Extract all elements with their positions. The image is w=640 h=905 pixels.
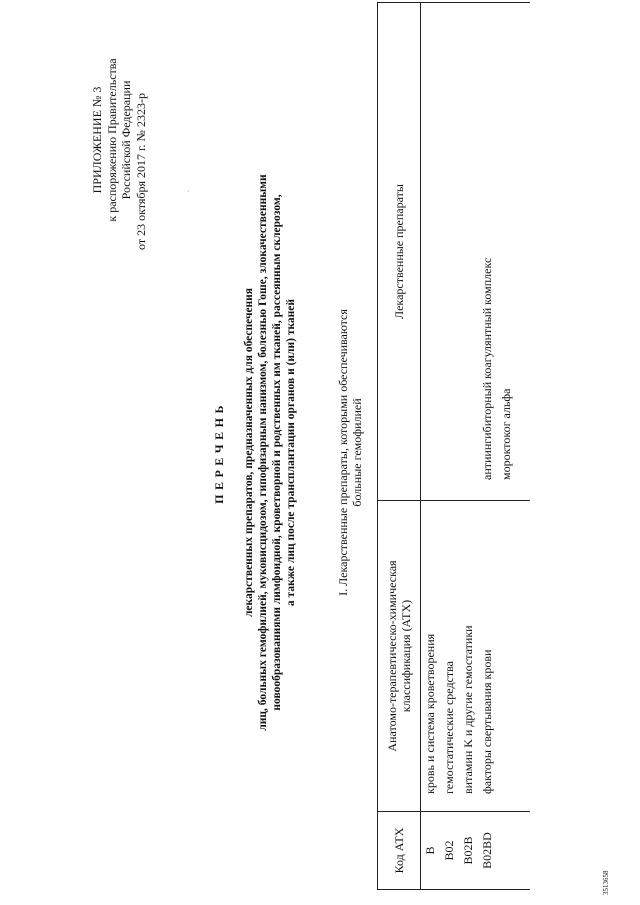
atx-name-cell: факторы свертывания крови — [478, 501, 497, 812]
subtitle-line: лиц, больных гемофилией, муковисцидозом, гипофизарным нанизмом, болезнью Гоше, злокачественными — [257, 174, 269, 731]
table-row — [459, 3, 478, 890]
atx-code-cell — [497, 812, 516, 890]
drug-cell — [516, 3, 530, 501]
header-classification-line: Анатомо-терапевтическо-химическая — [385, 560, 399, 752]
header-code: Код АТХ — [378, 812, 421, 890]
header-drugs: Лекарственные препараты — [378, 3, 421, 501]
header-classification-line: классификация (АТХ) — [399, 599, 413, 713]
subtitle-line: новообразованиями лимфоидной, кроветворной и родственных им тканей, рассеянным склерозом, — [271, 194, 283, 711]
drug-cell — [459, 3, 478, 501]
table-row — [516, 3, 530, 890]
section-line: больные гемофилией — [350, 398, 364, 507]
table-header-row — [378, 3, 421, 890]
section-heading — [336, 190, 364, 715]
appendix-government: Российской Федерации — [119, 80, 133, 200]
subtitle-line: лекарственных препаратов, предназначенных для обеспечения — [243, 287, 255, 618]
appendix-header — [90, 30, 148, 250]
table-row — [497, 3, 516, 890]
appendix-reference: к распоряжению Правительства — [104, 58, 119, 222]
section-line: I. Лекарственные препараты, которыми обеспечиваются — [336, 309, 350, 596]
document-title: ПЕРЕЧЕНЬ — [212, 401, 226, 504]
header-classification — [378, 501, 421, 812]
atx-code-cell: B02B — [459, 812, 478, 890]
table-row — [421, 3, 441, 890]
atx-name-cell: кровь и система кроветворения — [421, 501, 441, 812]
atx-name-cell — [516, 501, 530, 812]
scan-mark: · — [186, 190, 192, 192]
atx-code-cell — [516, 812, 530, 890]
drug-cell: антиингибиторный коагулянтный комплекс — [478, 3, 497, 501]
atx-name-cell — [497, 501, 516, 812]
drug-cell — [421, 3, 441, 501]
appendix-number: ПРИЛОЖЕНИЕ № 3 — [90, 86, 104, 194]
atx-code-cell: B02 — [440, 812, 459, 890]
drug-cell — [440, 3, 459, 501]
document-subtitle — [242, 160, 298, 745]
appendix-date: от 23 октября 2017 г. № 2323-р — [133, 92, 148, 250]
atx-code-cell: B02BD — [478, 812, 497, 890]
atx-name-cell: гемостатические средства — [440, 501, 459, 812]
table-row — [440, 3, 459, 890]
document-serial: 3513658 — [602, 870, 610, 895]
atx-table — [377, 2, 530, 890]
atx-code-cell: B — [421, 812, 441, 890]
drug-cell: мороктоког альфа — [497, 3, 516, 501]
subtitle-line: а также лиц после трансплантации органов и (или) тканей — [285, 298, 297, 607]
table-row — [478, 3, 497, 890]
atx-name-cell: витамин K и другие гемостатики — [459, 501, 478, 812]
